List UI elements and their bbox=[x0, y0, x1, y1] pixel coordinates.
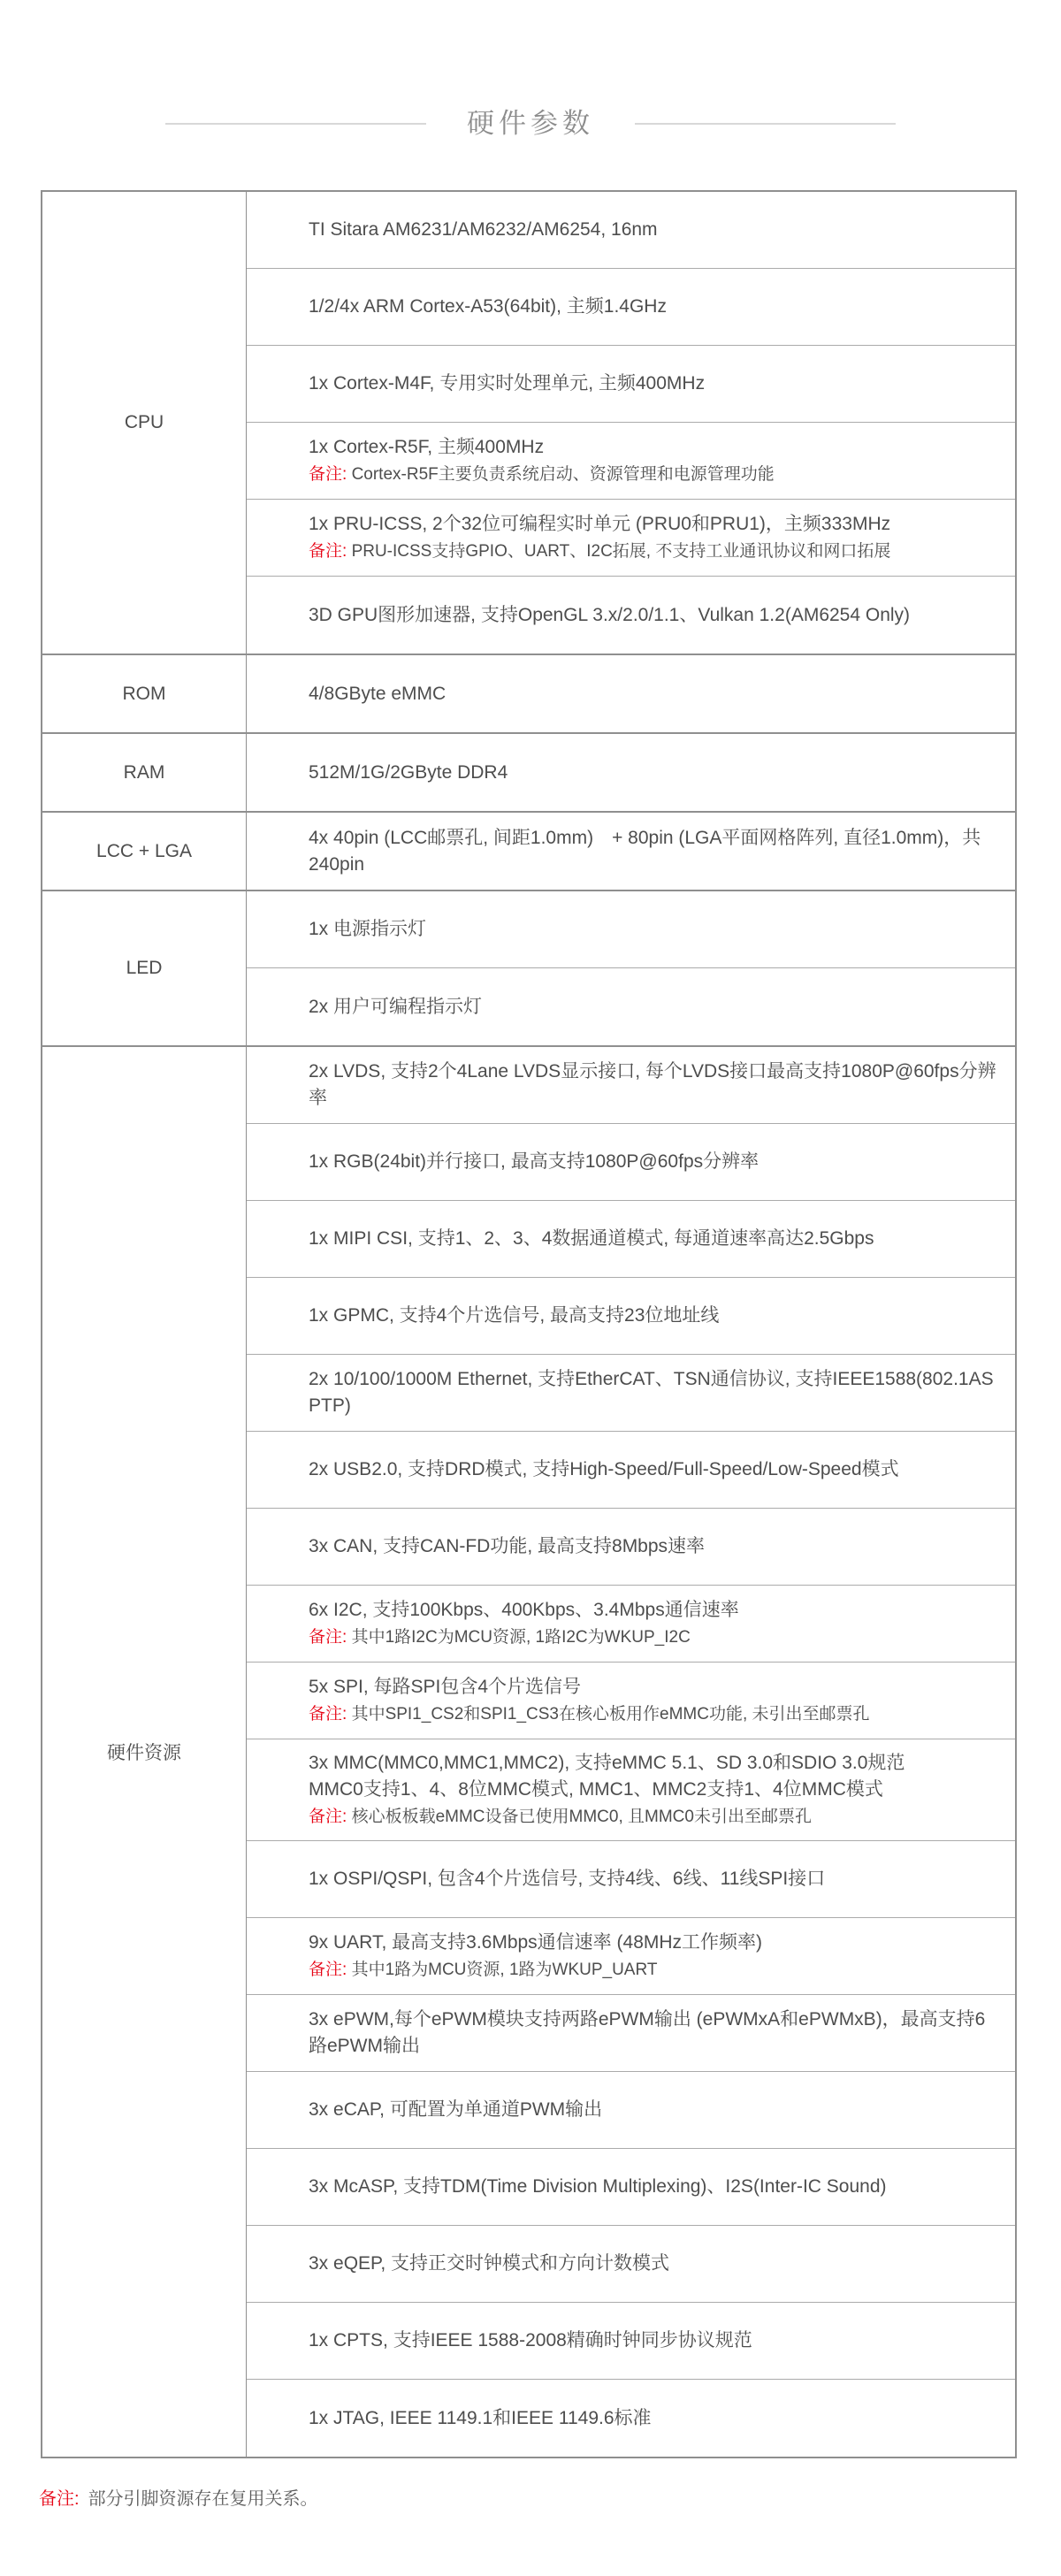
spec-cell bbox=[247, 192, 1015, 269]
spec-cell bbox=[247, 1047, 1015, 1124]
spec-text: 4/8GByte eMMC bbox=[309, 683, 447, 704]
spec-cell bbox=[247, 1586, 1015, 1663]
section-rows bbox=[247, 891, 1015, 1045]
spec-text: 9x UART, 最高支持3.6Mbps通信速率 (48MHz工作频率) bbox=[309, 1932, 763, 1953]
spec-text: 2x LVDS, 支持2个4Lane LVDS显示接口, 每个LVDS接口最高支持1080P@60fps分辨率 bbox=[309, 1061, 996, 1108]
title-divider-right bbox=[635, 123, 896, 125]
note-text: 其中SPI1_CS2和SPI1_CS3在核心板用作eMMC功能, 未引出至邮票孔 bbox=[351, 1705, 870, 1724]
spec-text: 1x PRU-ICSS, 2个32位可编程实时单元 (PRU0和PRU1)，主频333MHz bbox=[309, 514, 891, 534]
section-rows bbox=[247, 734, 1015, 811]
spec-cell bbox=[247, 891, 1015, 968]
title-divider-left bbox=[165, 123, 426, 125]
note-text: 其中1路I2C为MCU资源, 1路I2C为WKUP_I2C bbox=[351, 1628, 691, 1647]
spec-text: 1x JTAG, IEEE 1149.1和IEEE 1149.6标准 bbox=[309, 2407, 652, 2428]
spec-text: 1x Cortex-M4F, 专用实时处理单元, 主频400MHz bbox=[309, 373, 706, 394]
spec-cell bbox=[247, 1841, 1015, 1918]
spec-cell bbox=[247, 1355, 1015, 1432]
spec-cell bbox=[247, 2149, 1015, 2226]
spec-text: 5x SPI, 每路SPI包含4个片选信号 bbox=[309, 1677, 582, 1697]
section-rows bbox=[247, 813, 1015, 890]
spec-cell bbox=[247, 1739, 1015, 1841]
note-prefix: 备注: bbox=[309, 542, 347, 561]
spec-text: 2x 10/100/1000M Ethernet, 支持EtherCAT、TSN通信协议, 支持IEEE1588(802.1AS PTP) bbox=[309, 1369, 994, 1416]
spec-cell bbox=[247, 423, 1015, 500]
spec-cell bbox=[247, 655, 1015, 732]
spec-note bbox=[309, 539, 1003, 564]
spec-text: 3x MMC(MMC0,MMC1,MMC2), 支持eMMC 5.1、SD 3.0和SDIO 3.0规范 bbox=[309, 1753, 905, 1773]
spec-text: 2x USB2.0, 支持DRD模式, 支持High-Speed/Full-Speed/Low-Speed模式 bbox=[309, 1459, 899, 1479]
footer-note bbox=[39, 2487, 1061, 2511]
section-label-rom: ROM bbox=[42, 655, 247, 732]
section-rows bbox=[247, 192, 1015, 654]
spec-note bbox=[309, 1625, 1003, 1650]
table-section-ram bbox=[42, 734, 1015, 813]
note-text: 核心板板载eMMC设备已使用MMC0, 且MMC0未引出至邮票孔 bbox=[351, 1808, 812, 1826]
footer-note-prefix: 备注: bbox=[39, 2489, 80, 2509]
spec-note bbox=[309, 1702, 1003, 1727]
spec-cell bbox=[247, 813, 1015, 890]
spec-note bbox=[309, 1958, 1003, 1983]
note-prefix: 备注: bbox=[309, 1628, 347, 1647]
spec-cell bbox=[247, 2072, 1015, 2149]
spec-text: 512M/1G/2GByte DDR4 bbox=[309, 761, 508, 783]
spec-text: 6x I2C, 支持100Kbps、400Kbps、3.4Mbps通信速率 bbox=[309, 1600, 739, 1620]
spec-cell bbox=[247, 2303, 1015, 2380]
spec-cell bbox=[247, 1663, 1015, 1739]
spec-cell bbox=[247, 1432, 1015, 1509]
spec-cell bbox=[247, 1918, 1015, 1995]
page-title: 硬件参数 bbox=[467, 108, 594, 139]
table-section-rom bbox=[42, 655, 1015, 734]
section-label-hardware-resources: 硬件资源 bbox=[42, 1047, 247, 2457]
spec-cell bbox=[247, 346, 1015, 423]
note-prefix: 备注: bbox=[309, 1808, 347, 1826]
note-prefix: 备注: bbox=[309, 1705, 347, 1724]
spec-text: 3x CAN, 支持CAN-FD功能, 最高支持8Mbps速率 bbox=[309, 1536, 706, 1556]
table-section-lcc-lga bbox=[42, 813, 1015, 891]
spec-cell bbox=[247, 2226, 1015, 2303]
section-label-cpu: CPU bbox=[42, 192, 247, 654]
spec-text: 1x 电源指示灯 bbox=[309, 919, 427, 939]
spec-text: 1x CPTS, 支持IEEE 1588-2008精确时钟同步协议规范 bbox=[309, 2330, 752, 2351]
table-section-cpu bbox=[42, 192, 1015, 655]
spec-cell bbox=[247, 1124, 1015, 1201]
section-label-lcc-lga: LCC + LGA bbox=[42, 813, 247, 890]
table-section-hardware-resources bbox=[42, 1047, 1015, 2457]
section-label-led: LED bbox=[42, 891, 247, 1045]
spec-cell bbox=[247, 2380, 1015, 2457]
spec-cell bbox=[247, 269, 1015, 346]
section-rows bbox=[247, 1047, 1015, 2457]
spec-cell bbox=[247, 734, 1015, 811]
table-section-led bbox=[42, 891, 1015, 1047]
note-text: PRU-ICSS支持GPIO、UART、I2C拓展, 不支持工业通讯协议和网口拓展 bbox=[351, 542, 891, 561]
spec-text: 2x 用户可编程指示灯 bbox=[309, 996, 483, 1017]
note-prefix: 备注: bbox=[309, 1961, 347, 1979]
spec-text: 1x OSPI/QSPI, 包含4个片选信号, 支持4线、6线、11线SPI接口 bbox=[309, 1869, 826, 1889]
spec-text: 1x RGB(24bit)并行接口, 最高支持1080P@60fps分辨率 bbox=[309, 1151, 759, 1172]
spec-text: TI Sitara AM6231/AM6232/AM6254, 16nm bbox=[309, 219, 658, 240]
spec-text: 3x eQEP, 支持正交时钟模式和方向计数模式 bbox=[309, 2253, 670, 2274]
spec-text: 3x ePWM,每个ePWM模块支持两路ePWM输出 (ePWMxA和ePWMxB)，最高支持6路ePWM输出 bbox=[309, 2009, 986, 2056]
note-text: Cortex-R5F主要负责系统启动、资源管理和电源管理功能 bbox=[351, 465, 775, 484]
spec-cell bbox=[247, 1995, 1015, 2072]
spec-cell bbox=[247, 500, 1015, 577]
spec-text: 3x McASP, 支持TDM(Time Division Multiplexing)、I2S(Inter-IC Sound) bbox=[309, 2176, 887, 2197]
section-rows bbox=[247, 655, 1015, 732]
spec-text-line2: MMC0支持1、4、8位MMC模式, MMC1、MMC2支持1、4位MMC模式 bbox=[309, 1779, 883, 1800]
note-prefix: 备注: bbox=[309, 465, 347, 484]
spec-cell bbox=[247, 1201, 1015, 1278]
spec-text: 1x MIPI CSI, 支持1、2、3、4数据通道模式, 每通道速率高达2.5Gbps bbox=[309, 1228, 874, 1249]
spec-note bbox=[309, 1805, 1003, 1830]
spec-cell bbox=[247, 577, 1015, 654]
spec-text: 3D GPU图形加速器, 支持OpenGL 3.x/2.0/1.1、Vulkan 1.2(AM6254 Only) bbox=[309, 604, 911, 625]
spec-text: 4x 40pin (LCC邮票孔, 间距1.0mm) + 80pin (LGA平面网格阵列, 直径1.0mm)，共240pin bbox=[309, 827, 981, 875]
spec-cell bbox=[247, 1278, 1015, 1355]
section-title-row bbox=[0, 0, 1061, 141]
spec-text: 1x Cortex-R5F, 主频400MHz bbox=[309, 437, 545, 457]
spec-cell bbox=[247, 1509, 1015, 1586]
note-text: 其中1路为MCU资源, 1路为WKUP_UART bbox=[351, 1961, 658, 1979]
spec-note bbox=[309, 462, 1003, 487]
spec-text: 1x GPMC, 支持4个片选信号, 最高支持23位地址线 bbox=[309, 1305, 720, 1326]
spec-text: 3x eCAP, 可配置为单通道PWM输出 bbox=[309, 2099, 603, 2120]
spec-cell bbox=[247, 968, 1015, 1045]
hardware-spec-table bbox=[41, 190, 1017, 2458]
footer-note-text: 部分引脚资源存在复用关系。 bbox=[88, 2489, 318, 2509]
section-label-ram: RAM bbox=[42, 734, 247, 811]
spec-text: 1/2/4x ARM Cortex-A53(64bit), 主频1.4GHz bbox=[309, 296, 667, 317]
